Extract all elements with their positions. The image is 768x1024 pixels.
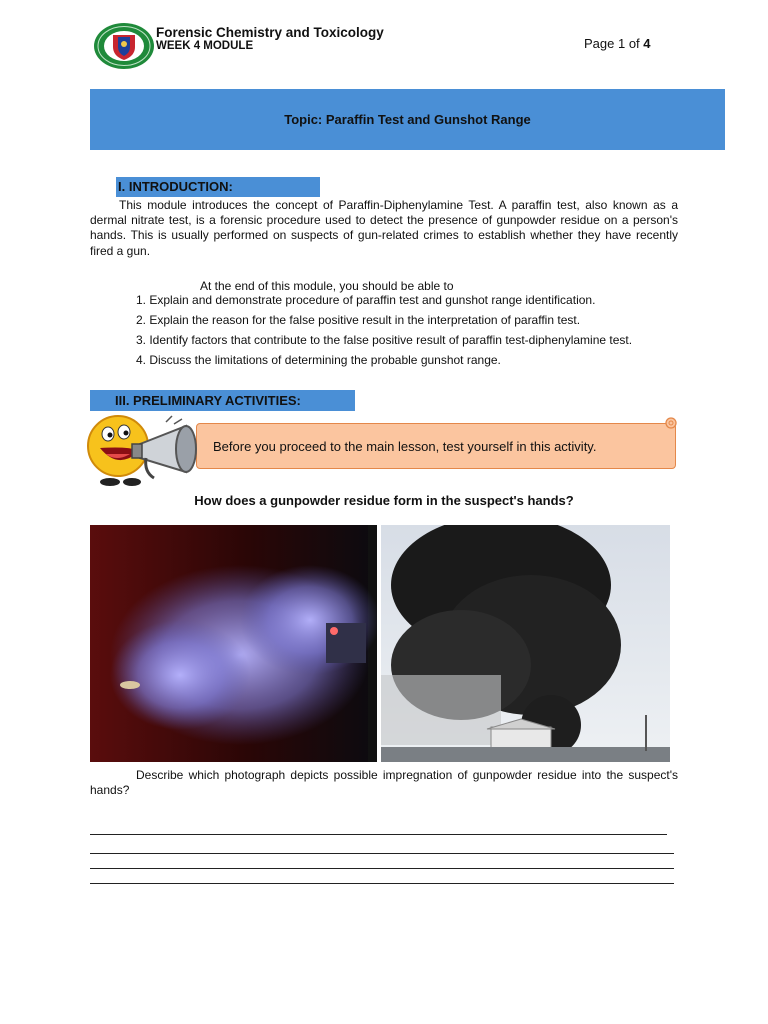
- activity-banner-text: Before you proceed to the main lesson, test yourself in this activity.: [213, 438, 597, 454]
- objective-item: 1. Explain and demonstrate procedure of paraffin test and gunshot range identification.: [136, 293, 596, 307]
- introduction-body: This module introduces the concept of Paraffin-Diphenylamine Test. A paraffin test, also known as a dermal nitrate test, is a forensic procedure used to detect the presence of gunpowder residue on a person's hands. This is usually performed on suspects of gun-related crimes to establish whether they have recently fired a gun.: [90, 198, 678, 258]
- page-total: 4: [643, 36, 651, 51]
- question-prompt: How does a gunpowder residue form in the suspect's hands?: [194, 493, 574, 508]
- page-number-prefix: Page 1 of: [584, 36, 644, 51]
- answer-line[interactable]: [90, 868, 674, 869]
- page-number: [584, 36, 651, 51]
- answer-line[interactable]: [90, 883, 674, 884]
- module-label: WEEK 4 MODULE: [156, 40, 254, 52]
- objective-item: 3. Identify factors that contribute to the false positive result of paraffin test-diphenylamine test.: [136, 333, 633, 347]
- black-smoke-photo: [381, 525, 670, 762]
- course-title: Forensic Chemistry and Toxicology: [156, 25, 384, 40]
- objective-item: 2. Explain the reason for the false positive result in the interpretation of paraffin test.: [136, 313, 581, 327]
- objectives-lead: At the end of this module, you should be able to: [200, 279, 454, 293]
- answer-line[interactable]: [90, 853, 674, 854]
- gunshot-smoke-photo: [90, 525, 377, 762]
- megaphone-smiley-icon: [84, 414, 212, 490]
- topic-title: Topic: Paraffin Test and Gunshot Range: [284, 112, 531, 127]
- introduction-heading: I. INTRODUCTION:: [116, 177, 320, 197]
- university-seal-icon: [93, 22, 155, 70]
- preliminary-heading: III. PRELIMINARY ACTIVITIES:: [90, 390, 355, 411]
- objective-item: 4. Discuss the limitations of determining the probable gunshot range.: [136, 353, 501, 367]
- answer-line[interactable]: [90, 834, 667, 835]
- scroll-curl-icon: [664, 416, 678, 430]
- topic-banner: [90, 89, 725, 150]
- activity-banner: [196, 423, 676, 469]
- describe-prompt: Describe which photograph depicts possible impregnation of gunpowder residue into the suspect's hands?: [90, 768, 678, 797]
